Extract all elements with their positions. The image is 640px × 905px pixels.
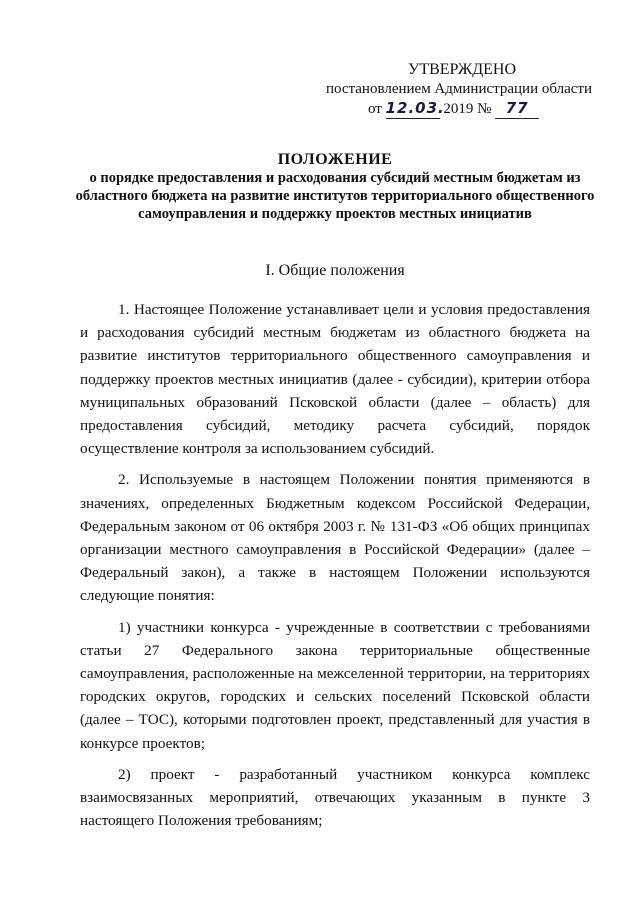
document-subtitle: о порядке предоставления и расходования субсидий местным бюджетам из областного бюджета на развитие институтов территориального общественного самоуправления и поддержку проектов местных инициатив [75,170,595,222]
approval-year: 2019 [443,101,474,117]
approval-stamp [300,60,592,119]
document-body [80,298,590,840]
approval-title: УТВЕРЖДЕНО [408,61,517,78]
paragraph-1: 1. Настоящее Положение устанавливает цели и условия предоставления и расходования субсидий местным бюджетам из областного бюджета на развитие институтов территориального общественного самоуправления и поддержку проектов местных инициатив (далее - субсидии), критерии отбора муниципальных образований Псковской области (далее – область) для предоставления субсидий, методику расчета субсидий, порядок осуществление контроля за использованием субсидий. [80,301,590,458]
number-sign: № [477,101,492,117]
approval-date-line [300,99,592,119]
section-title: I. Общие положения [265,262,405,279]
date-prefix: от [368,101,382,117]
document-heading [70,150,600,223]
paragraph-definition-2: 2) проект - разработанный участником конкурса комплекс взаимосвязанных мероприятий, отвечающих указанным в пункте 3 настоящего Положения требованиям; [80,765,590,830]
paragraph-definition-1: 1) участники конкурса - учрежденные в соответствии с требованиями статьи 27 Федерального закона территориальные общественные самоуправления, расположенные на межселенной территории, на территориях городских округов, городских и сельских поселений Псковской области (далее – ТОС), которыми подготовлен проект, представленный для участия в конкурсе проектов; [80,618,590,752]
approval-issuer: постановлением Администрации области [325,81,592,97]
handwritten-number: 77 [495,99,539,119]
document-title: ПОЛОЖЕНИЕ [277,151,393,168]
handwritten-date: 12.03. [385,99,445,117]
paragraph-2: 2. Используемые в настоящем Положении понятия применяются в значениях, определенных Бюджетным кодексом Российской Федерации, Федеральным законом от 06 октября 2003 г. № 131-ФЗ «Об общих принципах организации местного самоуправления в Российской Федерации» (далее – Федеральный закон), а также в настоящем Положении используются следующие понятия: [80,471,590,605]
